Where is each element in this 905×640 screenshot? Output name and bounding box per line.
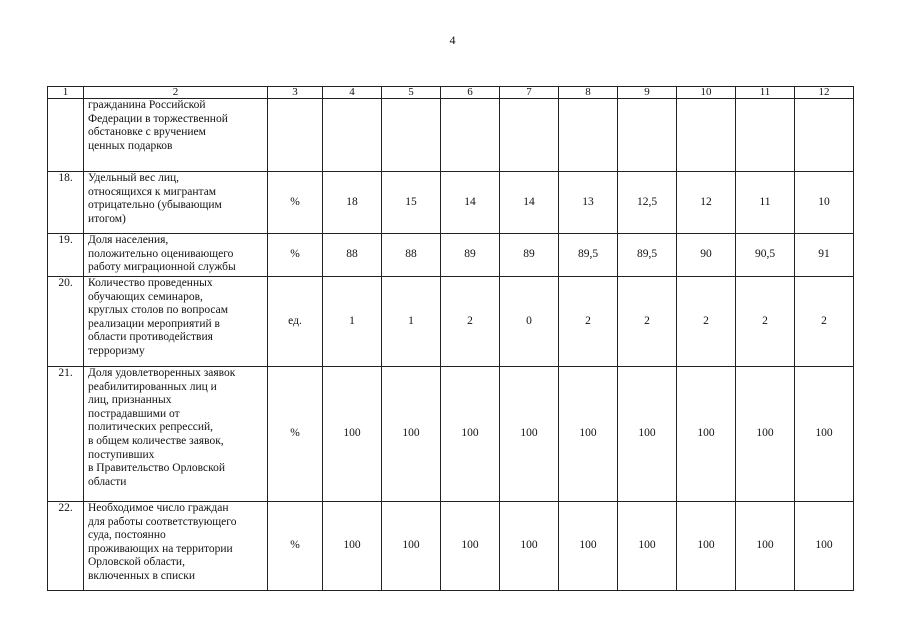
- header-cell: 11: [736, 87, 795, 99]
- value-cell: 100: [382, 367, 441, 502]
- value-cell: 14: [441, 172, 500, 234]
- page-number: 4: [449, 33, 456, 47]
- table-row: [48, 502, 854, 591]
- indicator-name-cell: Количество проведенных обучающих семинаров, круглых столов по вопросам реализации мероприятий в области противодействия терроризму: [84, 277, 268, 367]
- value-cell: 100: [559, 367, 618, 502]
- value-cell: 88: [323, 234, 382, 277]
- value-cell: 100: [795, 502, 854, 591]
- header-cell: 6: [441, 87, 500, 99]
- value-cell: 100: [323, 367, 382, 502]
- header-cell: 4: [323, 87, 382, 99]
- table-row: [48, 234, 854, 277]
- indicator-name-cell: Удельный вес лиц, относящихся к мигрантам отрицательно (убывающим итогом): [84, 172, 268, 234]
- value-cell: 100: [795, 367, 854, 502]
- value-cell: 100: [500, 502, 559, 591]
- value-cell: 1: [323, 277, 382, 367]
- header-cell: 5: [382, 87, 441, 99]
- value-cell: 2: [441, 277, 500, 367]
- row-number-cell: 19.: [48, 234, 84, 277]
- table-row: [48, 367, 854, 502]
- value-cell: 100: [382, 502, 441, 591]
- unit-cell: %: [268, 172, 323, 234]
- value-cell: 100: [559, 502, 618, 591]
- value-cell: [559, 99, 618, 172]
- row-number-cell: 20.: [48, 277, 84, 367]
- value-cell: [795, 99, 854, 172]
- value-cell: 91: [795, 234, 854, 277]
- value-cell: 89,5: [559, 234, 618, 277]
- table-row: [48, 99, 854, 172]
- value-cell: 89: [500, 234, 559, 277]
- row-number-cell: 21.: [48, 367, 84, 502]
- value-cell: 12,5: [618, 172, 677, 234]
- value-cell: 2: [795, 277, 854, 367]
- value-cell: [441, 99, 500, 172]
- value-cell: 88: [382, 234, 441, 277]
- value-cell: 100: [618, 367, 677, 502]
- value-cell: [677, 99, 736, 172]
- value-cell: 90,5: [736, 234, 795, 277]
- value-cell: 89,5: [618, 234, 677, 277]
- indicator-name-cell: Доля удовлетворенных заявок реабилитированных лиц и лиц, признанных пострадавшими от политических репрессий, в общем количестве заявок, поступивших в Правительство Орловской области: [84, 367, 268, 502]
- unit-cell: %: [268, 502, 323, 591]
- value-cell: 2: [736, 277, 795, 367]
- table-body: [48, 87, 854, 591]
- value-cell: 10: [795, 172, 854, 234]
- value-cell: 1: [382, 277, 441, 367]
- value-cell: [323, 99, 382, 172]
- header-cell: 12: [795, 87, 854, 99]
- table-header-row: [48, 87, 854, 99]
- value-cell: [500, 99, 559, 172]
- value-cell: 0: [500, 277, 559, 367]
- indicator-name-cell: Доля населения, положительно оценивающего работу миграционной службы: [84, 234, 268, 277]
- value-cell: 100: [677, 502, 736, 591]
- value-cell: 89: [441, 234, 500, 277]
- value-cell: 18: [323, 172, 382, 234]
- value-cell: 2: [618, 277, 677, 367]
- value-cell: 100: [441, 367, 500, 502]
- value-cell: 2: [559, 277, 618, 367]
- indicator-name-cell: гражданина Российской Федерации в торжественной обстановке с вручением ценных подарков: [84, 99, 268, 172]
- value-cell: 11: [736, 172, 795, 234]
- value-cell: 15: [382, 172, 441, 234]
- table-row: [48, 277, 854, 367]
- value-cell: 100: [618, 502, 677, 591]
- value-cell: 100: [441, 502, 500, 591]
- value-cell: 100: [323, 502, 382, 591]
- table-row: [48, 172, 854, 234]
- value-cell: 100: [736, 502, 795, 591]
- value-cell: 14: [500, 172, 559, 234]
- header-cell: 3: [268, 87, 323, 99]
- row-number-cell: [48, 99, 84, 172]
- value-cell: 13: [559, 172, 618, 234]
- value-cell: [618, 99, 677, 172]
- value-cell: 12: [677, 172, 736, 234]
- value-cell: 100: [677, 367, 736, 502]
- header-cell: 10: [677, 87, 736, 99]
- value-cell: 100: [500, 367, 559, 502]
- header-cell: 9: [618, 87, 677, 99]
- value-cell: 100: [736, 367, 795, 502]
- row-number-cell: 18.: [48, 172, 84, 234]
- header-cell: 8: [559, 87, 618, 99]
- value-cell: 2: [677, 277, 736, 367]
- header-cell: 7: [500, 87, 559, 99]
- unit-cell: %: [268, 367, 323, 502]
- indicator-name-cell: Необходимое число граждан для работы соответствующего суда, постоянно проживающих на территории Орловской области, включенных в списки: [84, 502, 268, 591]
- value-cell: [382, 99, 441, 172]
- unit-cell: ед.: [268, 277, 323, 367]
- header-cell: 2: [84, 87, 268, 99]
- header-cell: 1: [48, 87, 84, 99]
- row-number-cell: 22.: [48, 502, 84, 591]
- value-cell: 90: [677, 234, 736, 277]
- indicators-table: [47, 86, 854, 591]
- unit-cell: [268, 99, 323, 172]
- value-cell: [736, 99, 795, 172]
- unit-cell: %: [268, 234, 323, 277]
